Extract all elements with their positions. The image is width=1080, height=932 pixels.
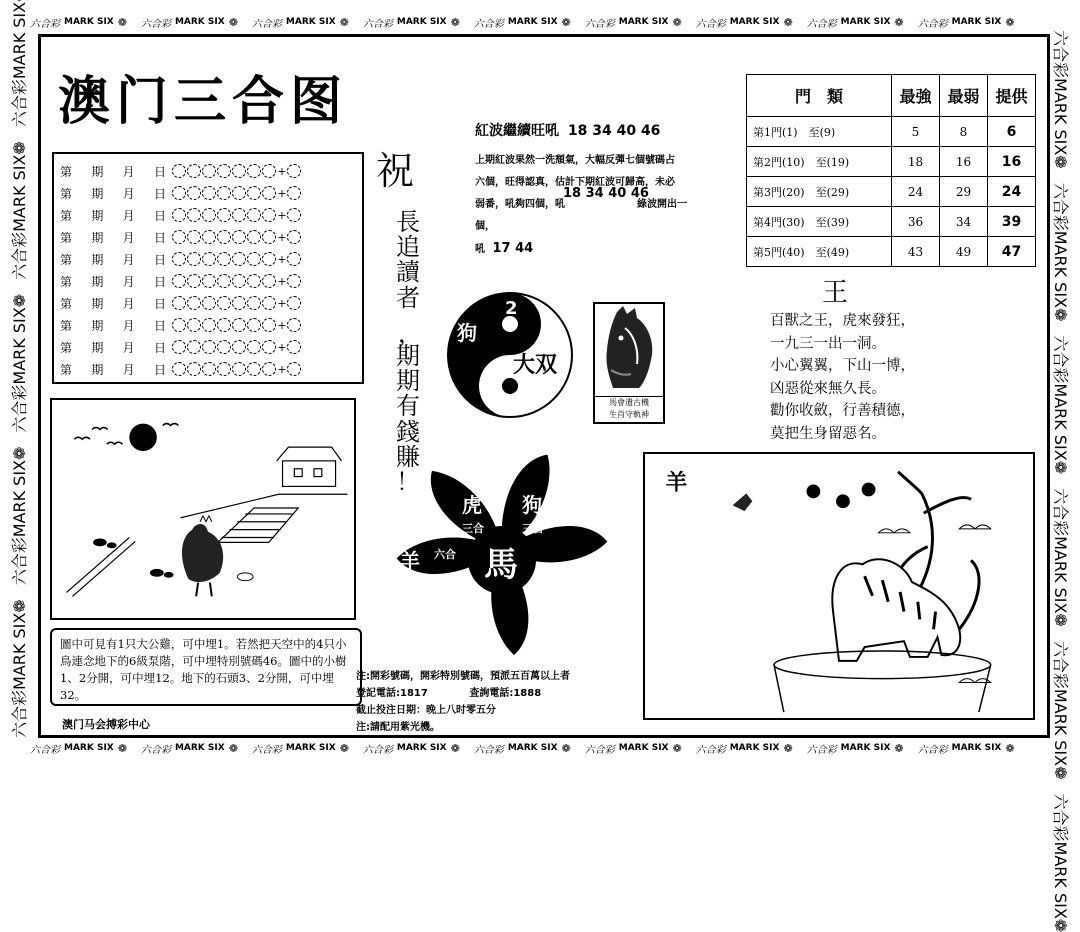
number-circle [202, 164, 216, 178]
special-number-circle [287, 340, 301, 354]
poem-line: 莫把生身留惡名。 [770, 425, 886, 442]
tiger-scene [643, 452, 1035, 720]
doors-header-cell: 最強 [892, 75, 940, 117]
number-circle [217, 252, 231, 266]
petal-relation-dog: 三合 [522, 522, 544, 535]
headline: 紅波繼續旺吼 18 34 40 46 [475, 123, 661, 139]
special-number-circle [287, 362, 301, 376]
schedule-row: 第 期 月 日 + [60, 226, 356, 248]
tiger-icon [832, 559, 979, 661]
yinyang-animal: 狗 [457, 321, 477, 345]
hint-box: 圖中可見有1只大公雞，可中埋1。若然把天空中的4只小鳥連念地下的6級泵階，可中埋特別號碼46。圖中的小樹1、2分開，可中埋12。地下的石頭3、2分開，可中埋32。 [50, 628, 362, 706]
poem-line: 凶惡從來無久長。 [770, 380, 886, 397]
poem-title: 王 [822, 278, 849, 308]
number-circle [247, 362, 261, 376]
bless-big-char: 祝 [376, 149, 415, 193]
special-number-circle [287, 164, 301, 178]
number-circle [262, 186, 276, 200]
number-circle [187, 318, 201, 332]
number-circle [217, 274, 231, 288]
number-circle [202, 252, 216, 266]
page-title: 澳门三合图 [58, 72, 349, 132]
bottom-border-unit: 六合彩 MARK SIX ❁ [140, 741, 238, 756]
top-border-unit: 六合彩 MARK SIX ❁ [584, 15, 682, 30]
center-name: 澳门马会搏彩中心 [62, 718, 150, 731]
note-line-4: 注:請配用紫光機。 [356, 722, 440, 733]
number-circle [232, 208, 246, 222]
bottom-border-unit: 六合彩 MARK SIX ❁ [362, 741, 460, 756]
number-circle [232, 186, 246, 200]
number-circle [232, 164, 246, 178]
horse-head-icon [595, 304, 663, 392]
para-line-4: 吼 17 44 [475, 241, 534, 256]
schedule-row: 第 期 月 日 + [60, 160, 356, 182]
petal-animal-goat: 羊 [400, 549, 420, 573]
number-circle [217, 164, 231, 178]
petal-animal-dog: 狗 [522, 493, 542, 517]
number-circle [217, 230, 231, 244]
number-circle [247, 274, 261, 288]
schedule-row: 第 期 月 日 + [60, 270, 356, 292]
number-circle [232, 340, 246, 354]
number-circle [217, 186, 231, 200]
para-line-3: 弱番，吼夠四個，吼 綠波開出一個， [475, 199, 687, 232]
para-line-1: 上期紅波果然一洗頹氣，大幅反彈七個號碼占 [475, 155, 675, 166]
number-circle [202, 362, 216, 376]
yinyang-number-1: 2 [505, 298, 518, 319]
number-circle [217, 340, 231, 354]
bottom-border-unit: 六合彩 MARK SIX ❁ [251, 741, 349, 756]
top-border-unit: 六合彩 MARK SIX ❁ [30, 15, 127, 30]
number-circle [217, 362, 231, 376]
number-circle [217, 318, 231, 332]
bottom-border-unit: 六合彩 MARK SIX ❁ [695, 741, 793, 756]
number-circle [262, 362, 276, 376]
yinyang-number-2: 4 [505, 330, 518, 351]
special-number-circle [287, 252, 301, 266]
bottom-border-unit: 六合彩 MARK SIX ❁ [30, 741, 127, 756]
notes [356, 668, 570, 736]
horse-card [593, 302, 665, 424]
number-circle [172, 340, 186, 354]
number-circle [187, 274, 201, 288]
yinyang-graphic [445, 290, 575, 420]
bottom-border-unit: 六合彩 MARK SIX ❁ [473, 741, 571, 756]
number-circle [232, 362, 246, 376]
right-border-strip [1051, 30, 1072, 932]
left-border-unit: 六合彩MARK SIX❁ [9, 293, 29, 433]
para-inline-numbers: 18 34 40 46 [563, 186, 649, 201]
sun-icon [129, 424, 156, 451]
doors-row: 第1門(1) 至(9) 5 8 6 [747, 117, 1036, 147]
number-circle [202, 340, 216, 354]
petal-relation-goat: 六合 [434, 548, 456, 561]
top-border-unit: 六合彩 MARK SIX ❁ [806, 15, 904, 30]
horse-caption-2: 生肖守軌神 [609, 410, 649, 419]
number-circle [262, 252, 276, 266]
number-circle [187, 362, 201, 376]
doors-row: 第3門(20) 至(29) 24 29 24 [747, 177, 1036, 207]
number-circle [202, 318, 216, 332]
rock-pedestal-icon [774, 651, 991, 712]
poem-line: 百獸之王，虎來發狂， [770, 313, 915, 329]
bird-icon [733, 493, 753, 511]
number-circle [247, 318, 261, 332]
note-line-3: 截止投注日期：晚上八时零五分 [356, 705, 496, 716]
top-border-strip [30, 12, 1070, 32]
bless-column-2: 期 期 有 錢 賺 ！ [396, 342, 420, 496]
doors-header-cell: 提供 [988, 75, 1036, 117]
right-border-unit: 六合彩MARK SIX❁ [1051, 30, 1071, 169]
note-line-2: 登記電話:1817 查詢電話:1888 [356, 688, 542, 699]
bottom-border-strip [30, 738, 1070, 758]
top-border-unit: 六合彩 MARK SIX ❁ [140, 15, 238, 30]
number-circle [217, 296, 231, 310]
special-number-circle [287, 318, 301, 332]
bottom-border-unit: 六合彩 MARK SIX ❁ [584, 741, 682, 756]
left-border-unit: 六合彩MARK SIX❁ [9, 599, 29, 738]
headline-numbers: 18 34 40 46 [567, 123, 661, 139]
number-circle [187, 252, 201, 266]
number-circle [172, 164, 186, 178]
petal-animal-rat: 鼠 [566, 561, 586, 585]
top-border-unit: 六合彩 MARK SIX ❁ [362, 15, 460, 30]
poem-line: 一九三一出一洞。 [770, 335, 886, 352]
top-border-unit: 六合彩 MARK SIX ❁ [473, 15, 571, 30]
top-border-unit: 六合彩 MARK SIX ❁ [695, 15, 793, 30]
poem-line: 小心翼翼，下山一博， [770, 358, 915, 374]
top-border-unit: 六合彩 MARK SIX ❁ [251, 15, 349, 30]
scene-goat-label: 羊 [665, 470, 688, 496]
top-border-unit: 六合彩 MARK SIX ❁ [917, 15, 1015, 30]
analysis-paragraph [475, 150, 690, 261]
doors-header-cell: 最弱 [940, 75, 988, 117]
bottom-border-unit: 六合彩 MARK SIX ❁ [806, 741, 904, 756]
number-circle [262, 274, 276, 288]
house-icon [277, 447, 342, 486]
number-circle [247, 296, 261, 310]
yinyang-text: 大双 [513, 353, 558, 378]
number-circle [187, 296, 201, 310]
number-circle [172, 252, 186, 266]
number-circle [202, 230, 216, 244]
bamboo-icon [67, 537, 136, 596]
number-circle [187, 186, 201, 200]
number-circle [202, 274, 216, 288]
special-number-circle [287, 274, 301, 288]
left-border-strip [8, 1, 29, 738]
schedule-row: 第 期 月 日 + [60, 204, 356, 226]
schedule-row: 第 期 月 日 + [60, 358, 356, 380]
number-circle [247, 340, 261, 354]
number-circle [172, 318, 186, 332]
petal-animal-tiger: 虎 [462, 493, 482, 517]
number-circle [187, 164, 201, 178]
fruit-icon [806, 483, 875, 509]
number-circle [247, 186, 261, 200]
zodiac-flower [362, 440, 642, 660]
number-circle [202, 186, 216, 200]
number-circle [202, 296, 216, 310]
number-circle [232, 230, 246, 244]
number-circle [232, 296, 246, 310]
para-line-2: 六個，旺得認真，估計下期紅波可歸高，未必 [475, 177, 675, 188]
number-circle [262, 318, 276, 332]
schedule-row: 第 期 月 日 + [60, 182, 356, 204]
number-circle [172, 296, 186, 310]
bowl-icon [237, 573, 253, 581]
horse-caption-1: 馬會遺古機 [609, 398, 649, 407]
number-circle [172, 362, 186, 376]
number-circle [172, 230, 186, 244]
poem [770, 310, 915, 445]
number-circle [172, 208, 186, 222]
petal-relation-tiger: 三合 [462, 522, 484, 535]
right-border-unit: 六合彩MARK SIX❁ [1051, 335, 1071, 475]
doors-header-cell: 門 類 [747, 75, 892, 117]
doors-row: 第2門(10) 至(19) 18 16 16 [747, 147, 1036, 177]
doors-table [746, 74, 1036, 267]
number-circle [232, 318, 246, 332]
poem-line: 勸你收斂，行善積德， [770, 403, 915, 419]
number-circle [187, 230, 201, 244]
schedule-row: 第 期 月 日 + [60, 336, 356, 358]
doors-row: 第5門(40) 至(49) 43 49 47 [747, 237, 1036, 267]
right-border-unit: 六合彩MARK SIX❁ [1051, 640, 1071, 780]
number-circle [172, 274, 186, 288]
schedule-box [52, 152, 364, 384]
bless-comma: ， [398, 320, 422, 348]
special-number-circle [287, 230, 301, 244]
number-circle [262, 164, 276, 178]
number-circle [232, 274, 246, 288]
right-border-unit: 六合彩MARK SIX❁ [1051, 488, 1071, 627]
number-circle [187, 208, 201, 222]
birds-icon [74, 424, 178, 445]
note-line-1: 注:開彩號碼，開彩特別號碼，預派五百萬以上者 [356, 671, 570, 682]
number-circle [247, 230, 261, 244]
number-circle [247, 208, 261, 222]
right-border-unit: 六合彩MARK SIX❁ [1051, 182, 1071, 322]
number-circle [262, 230, 276, 244]
number-circle [247, 164, 261, 178]
number-circle [232, 252, 246, 266]
bottom-border-unit: 六合彩 MARK SIX ❁ [917, 741, 1015, 756]
number-circle [172, 186, 186, 200]
number-circle [262, 296, 276, 310]
special-number-circle [287, 208, 301, 222]
left-border-unit: 六合彩MARK SIX❁ [9, 446, 29, 586]
number-circle [262, 208, 276, 222]
number-circle [247, 252, 261, 266]
left-border-unit: 六合彩MARK SIX❁ [9, 141, 29, 280]
doors-row: 第4門(30) 至(39) 36 34 39 [747, 207, 1036, 237]
schedule-row: 第 期 月 日 + [60, 292, 356, 314]
schedule-row: 第 期 月 日 + [60, 314, 356, 336]
schedule-row: 第 期 月 日 + [60, 248, 356, 270]
special-number-circle [287, 186, 301, 200]
petal-relation-rat: 冲 [550, 566, 561, 579]
special-number-circle [287, 296, 301, 310]
number-circle [202, 208, 216, 222]
number-circle [262, 340, 276, 354]
flower-center-animal: 馬 [484, 545, 518, 585]
right-border-unit: 六合彩MARK SIX❁ [1051, 793, 1071, 932]
bless-column-1: 長 追 讀 者 [396, 208, 420, 312]
rooster-icon [182, 516, 223, 597]
number-circle [187, 340, 201, 354]
left-border-unit: 六合彩MARK SIX [9, 1, 29, 128]
number-circle [217, 208, 231, 222]
rooster-scene [50, 398, 356, 620]
